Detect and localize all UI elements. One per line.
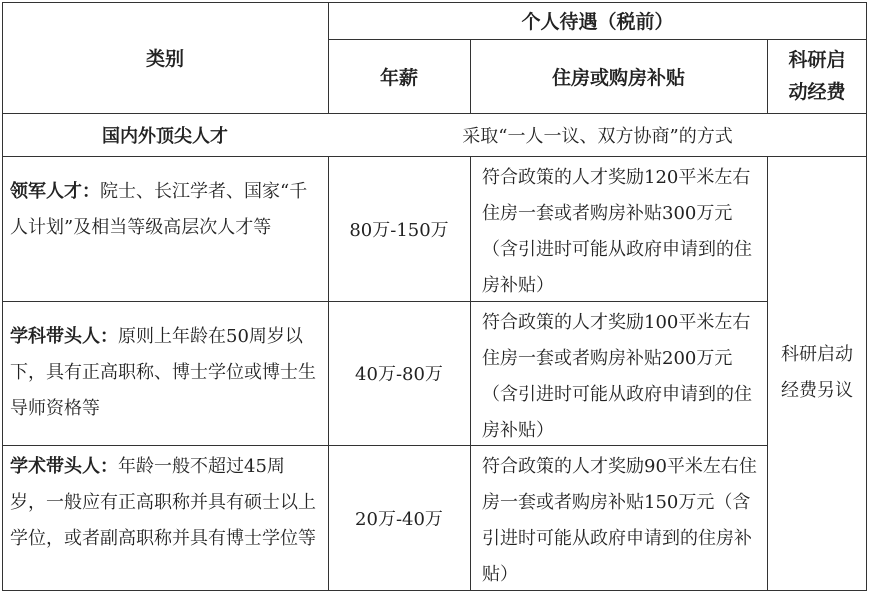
header-personal-treatment: 个人待遇（税前） [521,11,674,33]
category-leading-talent [2,156,328,301]
category-description: 原则上年龄在50周岁以下，具有正高职称、博士学位或博士生导师资格等 [10,326,316,419]
housing-subsidy-text: 符合政策的人才奖励90平米左右住房一套或者购房补贴150万元（含引进时可能从政府申请到的住房补贴） [482,456,757,585]
salary-value: 40万-80万 [355,364,443,385]
category-discipline-leader [2,301,328,445]
research-funds-note: 科研启动经费另议 [781,344,853,401]
salary-value: 80万-150万 [349,219,449,241]
salary-value: 20万-40万 [355,508,443,530]
talent-treatment-table [2,2,867,590]
housing-subsidy-text: 符合政策的人才奖励120平米左右住房一套或者购房补贴300万元（含引进时可能从政府申请到的住房补贴） [482,167,752,296]
header-category: 类别 [145,48,184,70]
category-title: 领军人才： [10,181,100,202]
category-description: 院士、长江学者、国家“千人计划”及相当等级高层次人才等 [10,181,308,238]
category-title: 学科带头人： [10,326,118,347]
top-talent-treatment: 采取“一人一议、双方协商”的方式 [462,125,733,147]
header-annual-salary: 年薪 [379,66,418,89]
header-research-funds: 科研启 动经费 [788,49,846,103]
category-title: 学术带头人： [10,456,118,477]
category-description: 年龄一般不超过45周岁，一般应有正高职称并具有硕士以上学位，或者副高职称并具有博士学位等 [10,456,316,549]
housing-subsidy-text: 符合政策的人才奖励100平米左右住房一套或者购房补贴200万元（含引进时可能从政府申请到的住房补贴） [482,312,752,441]
row-label-top-talent: 国内外顶尖人才 [102,125,228,147]
category-academic-leader [2,445,328,590]
header-housing-subsidy: 住房或购房补贴 [551,66,685,89]
